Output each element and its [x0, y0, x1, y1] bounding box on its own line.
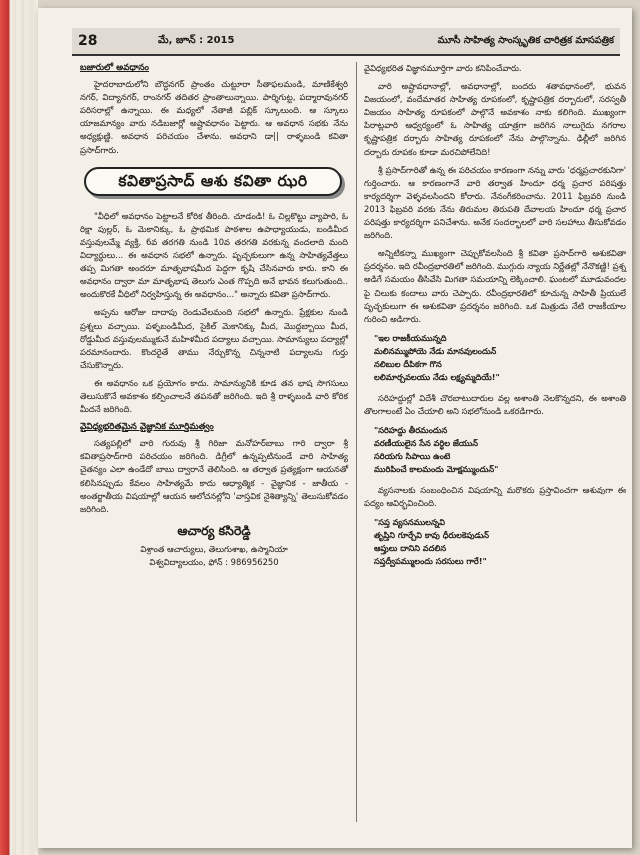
paragraph: వైవిధ్యభరిత విజ్ఞానమూర్తిగా వారు కనిపించేవారు. [364, 63, 522, 73]
section-heading-diversity: వైవిధ్యభరితమైన వైజ్ఞానిక మూర్తిమత్వం [80, 422, 214, 433]
right-column [364, 62, 626, 576]
poem-line: తృప్తిని గూర్చేవి కావు ధీరులకెపుడున్ [374, 530, 490, 541]
column-divider [356, 62, 357, 822]
poem-line: లలిమార్చవలయు నేడు లక్ష్యమ్మదియే!" [374, 371, 500, 382]
poem-vices [374, 516, 626, 568]
paragraph: ఈ అవధానం ఒక ప్రయోగం కాదు. సామాన్యునికి కూడ తన భాష సొగసులు తెలుసుకొనే అవకాశం కల్పించాలనే తపనతో జరిగింది. ఇది శ్రీ రాళ్ళబండి వారి కోరిక మీదనే జరిగింది. [80, 377, 348, 415]
poem-line: "సప్త వ్యసనములన్నవి [374, 517, 445, 528]
section-heading-bazaar: బజారులో అవధానం [80, 63, 149, 73]
paragraph: అప్పను ఆరోజు దాదాపు రెండువేలమంది సభలో ఉన్నారు. ప్రేక్షకుల నుండి ప్రశ్నలు వచ్చాయి. పళ్ళబండిమీద, సైకిల్ మెకానిక్కు మీద, మొద్దబ్బాయి మీద, రోడ్డుమీద వస్తువులమ్ముకునే మహిళమీద పద్యాలు వచ్చాయి. సామాన్యులు పద్యాల్లో పరమానందారు. కొందరైతే తాము నేర్చుకొన్న చిన్ననాటి పద్యాలను గుర్తు చేసుకొన్నారు. [80, 307, 348, 370]
poem-line: మురిపించే కాలమందు మోక్షమ్ముందున్" [374, 463, 499, 474]
poem-line: నలిబుల దీపికగా గొన [374, 358, 442, 369]
poem-line: "సరిహద్దు తీరమందున [374, 424, 448, 435]
paragraph: సరిహద్దుల్లో విదేశీ చొరబాటుదారుల వల్ల అశాంతి నెలకొన్నదని, ఈ అశాంతి తొలగాలంటే ఏం చేయాలి అని సభలోనుండి ఒకరడిగారు. [364, 392, 626, 416]
poem-line: మలినమ్ముపోయె నేడు మానవులందున్ [374, 345, 497, 356]
poem-line: సప్తద్వీపమ్ములందు సరసులు గారే!" [374, 556, 487, 567]
left-column [80, 62, 348, 569]
poem-line: ఆప్తులు దానిని వదలిన [374, 543, 447, 554]
paragraph: అన్నిటికన్నా ముఖ్యంగా చెప్పుకోవలసింది శ్రీ కవితా ప్రసాద్‌గారి ఆశుకవితా ప్రదర్శనం. ఇది రవీంద్రభారతిలో జరిగింది. ముగ్గురు న్యాయ నిర్ణేతల్లో నేనొకణ్ణి! ప్రశ్న అడిగే సమయం తీసివేసి మిగతా సమయాన్ని లెక్కించాలి. ఘంటలో మూడువందల పై చిలుకు కందాలు వారు చెప్పారు. రవీంద్రభారతిలో కూచున్న సాహితీ ప్రియులే పృచ్ఛకులుగా ఈ ఆశుకవితా ప్రదర్శనం జరిగింది. ఒక మిత్రుడు నేటి రాజకీయాల గురించి అడిగారు. [364, 248, 626, 324]
paragraph: వారి అష్టావధానాల్లో, అవధానాల్లో, బందరు శతావధానంలో, భువన విజయంలో, వందేమాతర సాహిత్య రూపకంలో, కృష్ణాపత్రిక దర్బారులో, సరస్వతీ విజయం సాహిత్య రూపకంలో పాల్గొనే అవకాశం నాకు కలిగింది. ముఖ్యంగా పిరాట్లవారి ఆధ్వర్యంలో ఓ సాహిత్య యాత్రగా జరిగిన నాలుగైదు నగరాల కృష్ణాపత్రిక దర్బారు సాహిత్య రూపకంలో నేను పాల్గొన్నాను. ఢిల్లీలో జరిగిన దర్బారు రూపకం కూడా మరచిపోలేనిది! [364, 81, 626, 157]
stacked-page-edges [0, 0, 38, 855]
poem-border [374, 424, 626, 476]
paragraph: "వీధిలో అవధానం పెట్టాలనే కోరిక తీరింది. చూడండి! ఓ చిల్లకొట్టు వ్యాపారి, ఓ రిక్షా పుల్లర్, ఓ మెకానిక్కు, ఓ ప్రాథమిక పాఠశాల ఉపాధ్యాయుడు, బండిమీద వస్తువులమ్మే వ్యక్తి, 6వ తరగతి నుండి 10వ తరగతి వరకున్న వందలాది మంది విద్యార్థులు... ఈ అవధాన సభలో ఉన్నారు. పృచ్ఛకులుగా ఉన్న సాహిత్యవేత్తలు తప్ప మిగతా అందరూ మాతృభాషమీద పెద్దగా కృషి చేసినవారు కారు. కాని ఈ అవధానం ద్వారా మా మాతృభాష తెలుగు ఎంత గొప్పది అనే భావన కలుగుతుంది.. అందుకొరకే వీధిలో నిర్వహిస్తున్న ఈ అవధానం..." అన్నారు కవితా ప్రసాద్‌గారు. [80, 210, 348, 300]
poem-line: "ఇల రాజకీయమున్నది [374, 332, 447, 343]
issue-date: మే, జూన్ : 2015 [158, 35, 235, 46]
poem-line: వరణీయులైన సేన వర్ధిల జేయున్ [374, 437, 478, 448]
page-header [72, 28, 620, 56]
author-phone: విశ్వవిద్యాలయం, ఫోన్ : 986956250 [149, 557, 279, 567]
author-affiliation: విశ్రాంత ఆచార్యులు, తెలుగుశాఖ, ఉస్మానియా [140, 543, 288, 554]
paragraph: వ్యసనాలకు సంబంధించిన విషయాన్ని మరొకరు ప్రస్తావించగా ఆశువుగా ఈ పద్యం ఆవిర్భవించింది. [364, 484, 626, 509]
paragraph: హైదరాబాదులోని బౌద్ధనగర్ ప్రాంతం చుట్టూరా సీతాఫలమండి, మాణికేశ్వరి నగర్, విద్యానగర్, రాంనగర్ తదితర ప్రాంతాలున్నాయి. పార్శిగుట్ట, పద్మారావునగర్ పరిసరాల్లో ఉన్నాయి. ఈ మధ్యలో నేతాజీ పబ్లిక్ స్కూలుంది. ఆ స్కూలు యాజమాన్యం వారు నడిబజార్లో అష్టావధానం పెట్టారు. ఆ అవధాన సభకు నేను అధ్యక్షుణ్ణి. అవధాన పరిచయం చేశాను. అవధాని డా|| రాళ్ళబండి కవితా ప్రసాద్‌గారు. [80, 79, 348, 155]
author-signature [80, 524, 348, 569]
poem-politics [374, 332, 626, 384]
magazine-title: మూసీ సాహిత్య సాంస్కృతిక చారిత్రక మాసపత్రిక [437, 34, 614, 46]
poem-line: సరియగు సిపాయి ఉంటె [374, 450, 451, 461]
paragraph: శ్రీ ప్రసాద్‌గారితో ఉన్న ఈ పరిచయం కారణంగా నన్ను వారు 'ధర్మప్రచారకునిగా' గుర్తించారు. ఆ కారణంగానే వారి తర్వాత హిందూ ధర్మ ప్రచార పరిషత్తు కార్యదర్శిగా వెళ్ళవలసిందని కోరారు. నేనంగీకరించాను. 2011 ఫిబ్రవరి నుండి 2013 ఫిబ్రవరి వరకు నేను తిరుమల తిరుపతి దేవాలయ హిందూ ధర్మ ప్రచార పరిషత్తు కార్యదర్శిగా పనిచేశాను. అనేక సందర్భాలలో వారి సలహాలు తీసుకోవడం జరిగింది. [364, 164, 626, 241]
author-name: ఆచార్య కసిరెడ్డి [177, 522, 251, 538]
article-title: కవితాప్రసాద్ ఆశు కవితా ఝరి [84, 167, 342, 196]
paragraph: సత్యపల్లిలో వారి గురువు శ్రీ గిరిజా మనోహర్‌బాబు గారి ద్వారా శ్రీ కవితాప్రసాద్‌గారి పరిచయం జరిగింది. డిగ్రీలో ఉన్నప్పటినుండే వారి సాహిత్య చైతన్యం ఎలా ఉండేదో బాబు ద్వారానే తెలిసింది. ఆ తర్వాత ప్రత్యక్షంగా ఆయనతో కలిసినప్పుడు కేవలం సాహిత్యమే కాదు ఆధ్యాత్మిక - వైజ్ఞానిక - జాతీయ - అంతర్జాతీయ విషయాల్లో ఆయన ఆలోచనల్లోని 'వాస్తవిక నైశిత్యాన్ని' తెలుసుకోవడం జరిగింది. [80, 438, 348, 514]
page-number: 28 [78, 33, 98, 49]
magazine-page [38, 8, 632, 848]
